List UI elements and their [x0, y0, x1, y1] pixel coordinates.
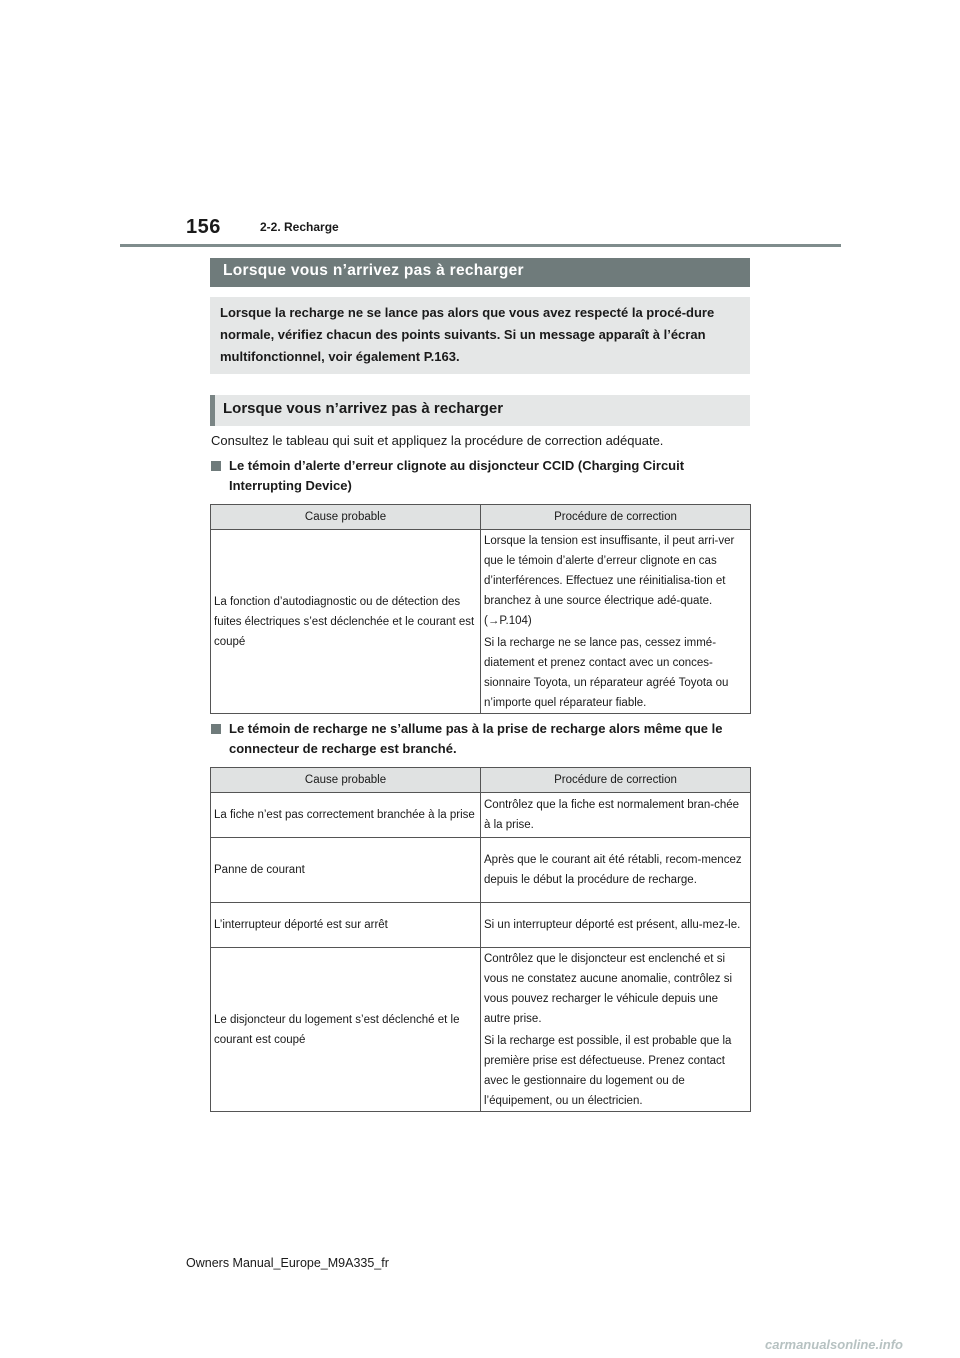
intro-text: Lorsque la recharge ne se lance pas alors que vous avez respecté la procé-dure normale, vérifiez chacun des points suivants. Si un message apparaît à l’écran multifonctionnel, voir également P.163. — [220, 305, 715, 364]
table-row — [211, 530, 751, 714]
section-title: 2-2. Recharge — [260, 220, 339, 234]
cause-cell: Le disjoncteur du logement s’est déclenché et le courant est coupé — [211, 948, 481, 1112]
cause-cell: La fiche n’est pas correctement branchée à la prise — [211, 793, 481, 838]
cause-cell: Panne de courant — [211, 838, 481, 903]
header-divider — [120, 244, 841, 247]
watermark: carmanualsonline.info — [765, 1337, 903, 1352]
banner-title: Lorsque vous n’arrivez pas à recharger — [223, 262, 524, 279]
table-row — [211, 838, 751, 903]
table-1 — [210, 504, 751, 714]
cause-cell: La fonction d’autodiagnostic ou de détection des fuites électriques s’est déclenchée et le courant est coupé — [211, 530, 481, 714]
section1-heading — [211, 456, 751, 496]
section2-heading-text: Le témoin de recharge ne s’allume pas à la prise de recharge alors même que le connecteur de recharge est branché. — [229, 721, 723, 756]
section2-heading — [211, 719, 751, 759]
page-number: 156 — [186, 216, 221, 238]
subheading-bar — [210, 395, 215, 426]
fix-paragraph: Si la recharge est possible, il est probable que la première prise est défectueuse. Prenez contact avec le gestionnaire du logement ou de l’équipement, ou un électricien. — [484, 1034, 732, 1107]
fix-paragraph: Si la recharge ne se lance pas, cessez immé-diatement et prenez contact avec un conces-sionnaire Toyota, un réparateur agréé Toyota ou n’importe quel réparateur fiable. — [484, 636, 729, 709]
table-header — [211, 768, 751, 793]
column-header-fix: Procédure de correction — [481, 768, 751, 793]
fix-cell: Après que le courant ait été rétabli, recom-mencez depuis le début la procédure de recharge. — [481, 838, 751, 903]
table-2 — [210, 767, 751, 1112]
square-bullet-icon — [211, 724, 221, 734]
fix-paragraph: Lorsque la tension est insuffisante, il peut arri-ver que le témoin d’alerte d’erreur clignote en cas d’interférences. Effectuez une réinitialisa-tion et branchez à une source électrique adé-quate. (→P.104) — [484, 534, 735, 627]
fix-cell — [481, 530, 751, 714]
fix-paragraph: Contrôlez que le disjoncteur est enclenché et si vous ne constatez aucune anomalie, contrôlez si vous pouvez recharger le véhicule depuis une autre prise. — [484, 952, 733, 1025]
footer-text: Owners Manual_Europe_M9A335_fr — [186, 1256, 389, 1270]
square-bullet-icon — [211, 461, 221, 471]
subheading — [210, 395, 750, 426]
table-header — [211, 505, 751, 530]
table-row — [211, 903, 751, 948]
intro-box — [210, 297, 750, 374]
fix-cell: Contrôlez que la fiche est normalement bran-chée à la prise. — [481, 793, 751, 838]
fix-cell — [481, 948, 751, 1112]
fix-cell: Si un interrupteur déporté est présent, allu-mez-le. — [481, 903, 751, 948]
subheading-title: Lorsque vous n’arrivez pas à recharger — [223, 400, 504, 417]
table-row — [211, 948, 751, 1112]
column-header-fix: Procédure de correction — [481, 505, 751, 530]
section-banner — [210, 258, 750, 287]
cause-cell: L’interrupteur déporté est sur arrêt — [211, 903, 481, 948]
table-row — [211, 793, 751, 838]
column-header-cause: Cause probable — [211, 505, 481, 530]
lead-text: Consultez le tableau qui suit et appliquez la procédure de correction adéquate. — [211, 433, 664, 448]
column-header-cause: Cause probable — [211, 768, 481, 793]
section1-heading-text: Le témoin d’alerte d’erreur clignote au disjoncteur CCID (Charging Circuit Interrupting Device) — [229, 458, 685, 493]
